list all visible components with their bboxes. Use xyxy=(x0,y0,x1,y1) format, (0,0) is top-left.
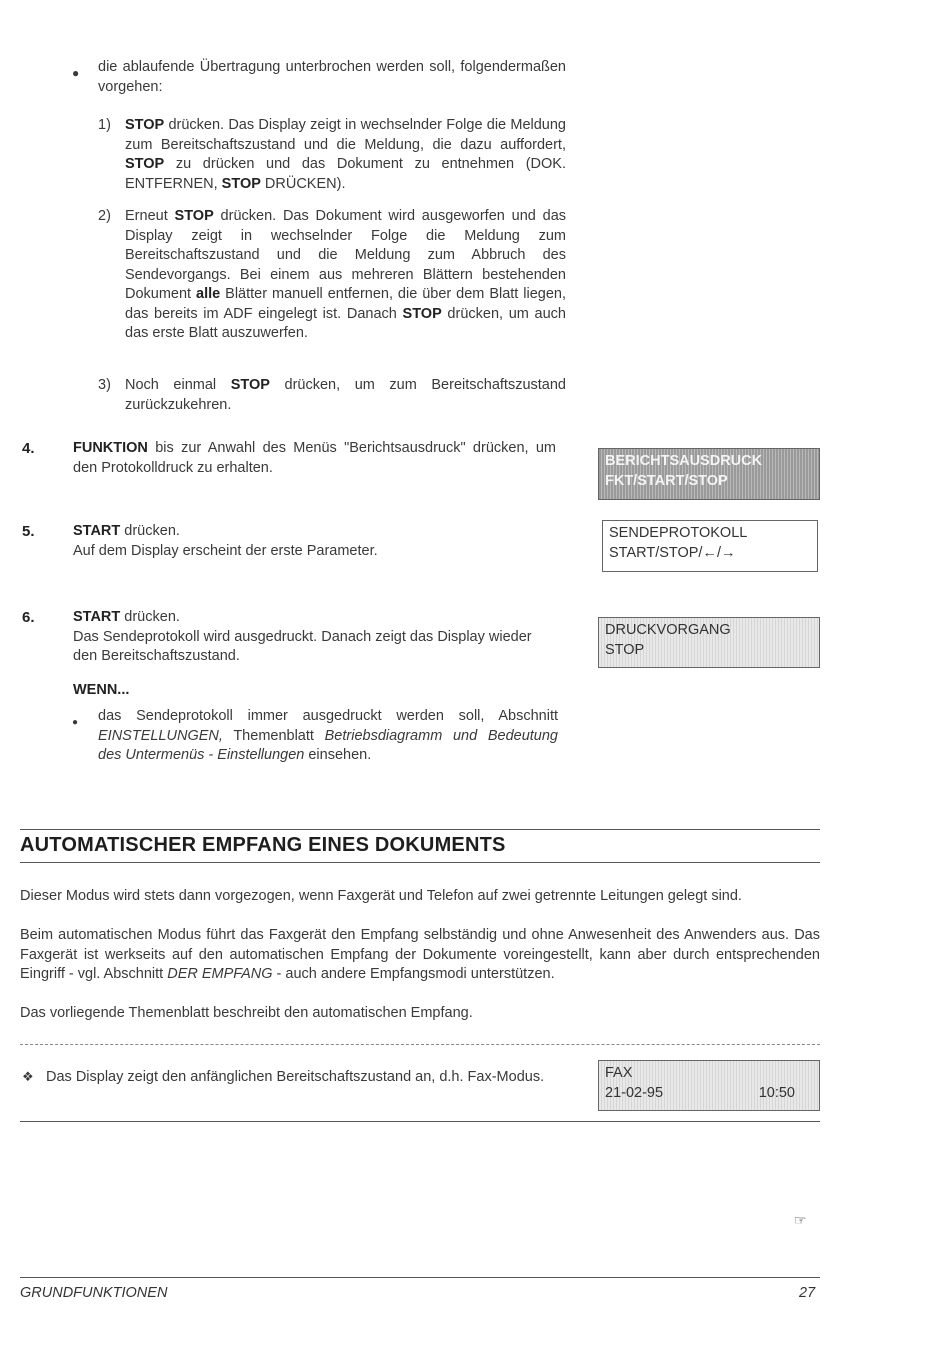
wenn-label: WENN... xyxy=(73,682,130,698)
diamond-icon: ❖ xyxy=(22,1069,34,1084)
item-number: 2) xyxy=(98,208,111,224)
section-para-2: Beim automatischen Modus führt das Faxgerät den Empfang selbständig und ohne Anwesenheit des Anwenders aus. Das Faxgerät ist werkseits auf den automatischen Empfang der Dokumente voreingestellt, kann aber durch entsprechenden Eingriff - vgl. Abschnitt DER EMPFANG - auch andere Empfangsmodi unterstützen. xyxy=(20,927,820,982)
display-line: BERICHTSAUSDRUCK xyxy=(605,453,763,469)
bullet-dot: ● xyxy=(72,717,79,728)
pointing-hand-icon: ☞ xyxy=(794,1212,807,1228)
step-4-text: FUNKTION bis zur Anwahl des Menüs "Berichtsausdruck" drücken, um den Protokolldruck zu erhalten. xyxy=(73,440,556,476)
item-1-text: STOP drücken. Das Display zeigt in wechselnder Folge die Meldung zum Bereitschaftszustand und die Meldung, die dazu auffordert, STOP zu drücken und das Dokument zu entnehmen (DOK. ENTFERNEN, STOP DRÜCKEN). xyxy=(125,117,566,192)
heading-rule-top xyxy=(20,829,820,830)
section-para-1: Dieser Modus wird stets dann vorgezogen, wenn Faxgerät und Telefon auf zwei getrennte Leitungen gelegt sind. xyxy=(20,888,742,904)
footer-chapter: GRUNDFUNKTIONEN xyxy=(20,1285,168,1301)
note-text: Das Display zeigt den anfänglichen Bereitschaftszustand an, d.h. Fax-Modus. xyxy=(46,1069,545,1085)
section-para-3: Das vorliegende Themenblatt beschreibt den automatischen Empfang. xyxy=(20,1005,473,1021)
display-line: STOP xyxy=(605,642,645,658)
step-number: 6. xyxy=(22,609,35,626)
bullet-dot: ● xyxy=(72,66,80,80)
display-line xyxy=(605,1083,813,1103)
item-2-text: Erneut STOP drücken. Das Dokument wird ausgeworfen und das Display zeigt in wechselnder Folge die Meldung zum Bereitschaftszustand und die Meldung zum Abbruch des Sendevorgangs. Bei einem aus mehreren Blättern bestehenden Dokument alle Blätter manuell entfernen, die über dem Blatt liegen, das bereits im ADF eingelegt ist. Danach STOP drücken, um auch das erste Blatt auszuwerfen. xyxy=(125,208,567,341)
step-5-text: START drücken. Auf dem Display erscheint der erste Parameter. xyxy=(73,523,378,559)
footer-rule xyxy=(20,1277,820,1278)
step-number: 4. xyxy=(22,440,35,457)
heading-rule-bottom xyxy=(20,862,820,863)
display-druckvorgang xyxy=(598,617,820,668)
display-line: DRUCKVORGANG xyxy=(605,622,731,638)
note-rule-top xyxy=(20,1044,820,1045)
page-number: 27 xyxy=(799,1285,816,1301)
display-sendeprotokoll xyxy=(602,520,818,572)
note-rule-bottom xyxy=(20,1121,820,1122)
display-fax xyxy=(598,1060,820,1111)
step-number: 5. xyxy=(22,523,35,540)
display-time: 10:50 xyxy=(758,1085,795,1101)
intro-text: die ablaufende Übertragung unterbrochen werden soll, folgendermaßen vorgehen: xyxy=(98,59,566,95)
display-line: SENDEPROTOKOLL xyxy=(609,525,748,541)
item-number: 1) xyxy=(98,117,111,133)
display-line: START/STOP/←/→ xyxy=(609,545,736,561)
display-line: FAX xyxy=(605,1065,633,1081)
item-3-text: Noch einmal STOP drücken, um zum Bereitschaftszustand zurückzukehren. xyxy=(125,377,566,413)
display-line: FKT/START/STOP xyxy=(605,473,728,489)
section-title: AUTOMATISCHER EMPFANG EINES DOKUMENTS xyxy=(20,834,506,856)
wenn-text: das Sendeprotokoll immer ausgedruckt werden soll, Abschnitt EINSTELLUNGEN, Themenblatt Betriebsdiagramm und Bedeutung des Untermenüs - Einstellungen einsehen. xyxy=(98,708,558,763)
display-berichtsausdruck xyxy=(598,448,820,500)
display-date: 21-02-95 xyxy=(605,1085,664,1101)
step-6-text: START drücken. Das Sendeprotokoll wird ausgedruckt. Danach zeigt das Display wieder den Bereitschaftszustand. xyxy=(73,609,532,664)
item-number: 3) xyxy=(98,377,111,393)
